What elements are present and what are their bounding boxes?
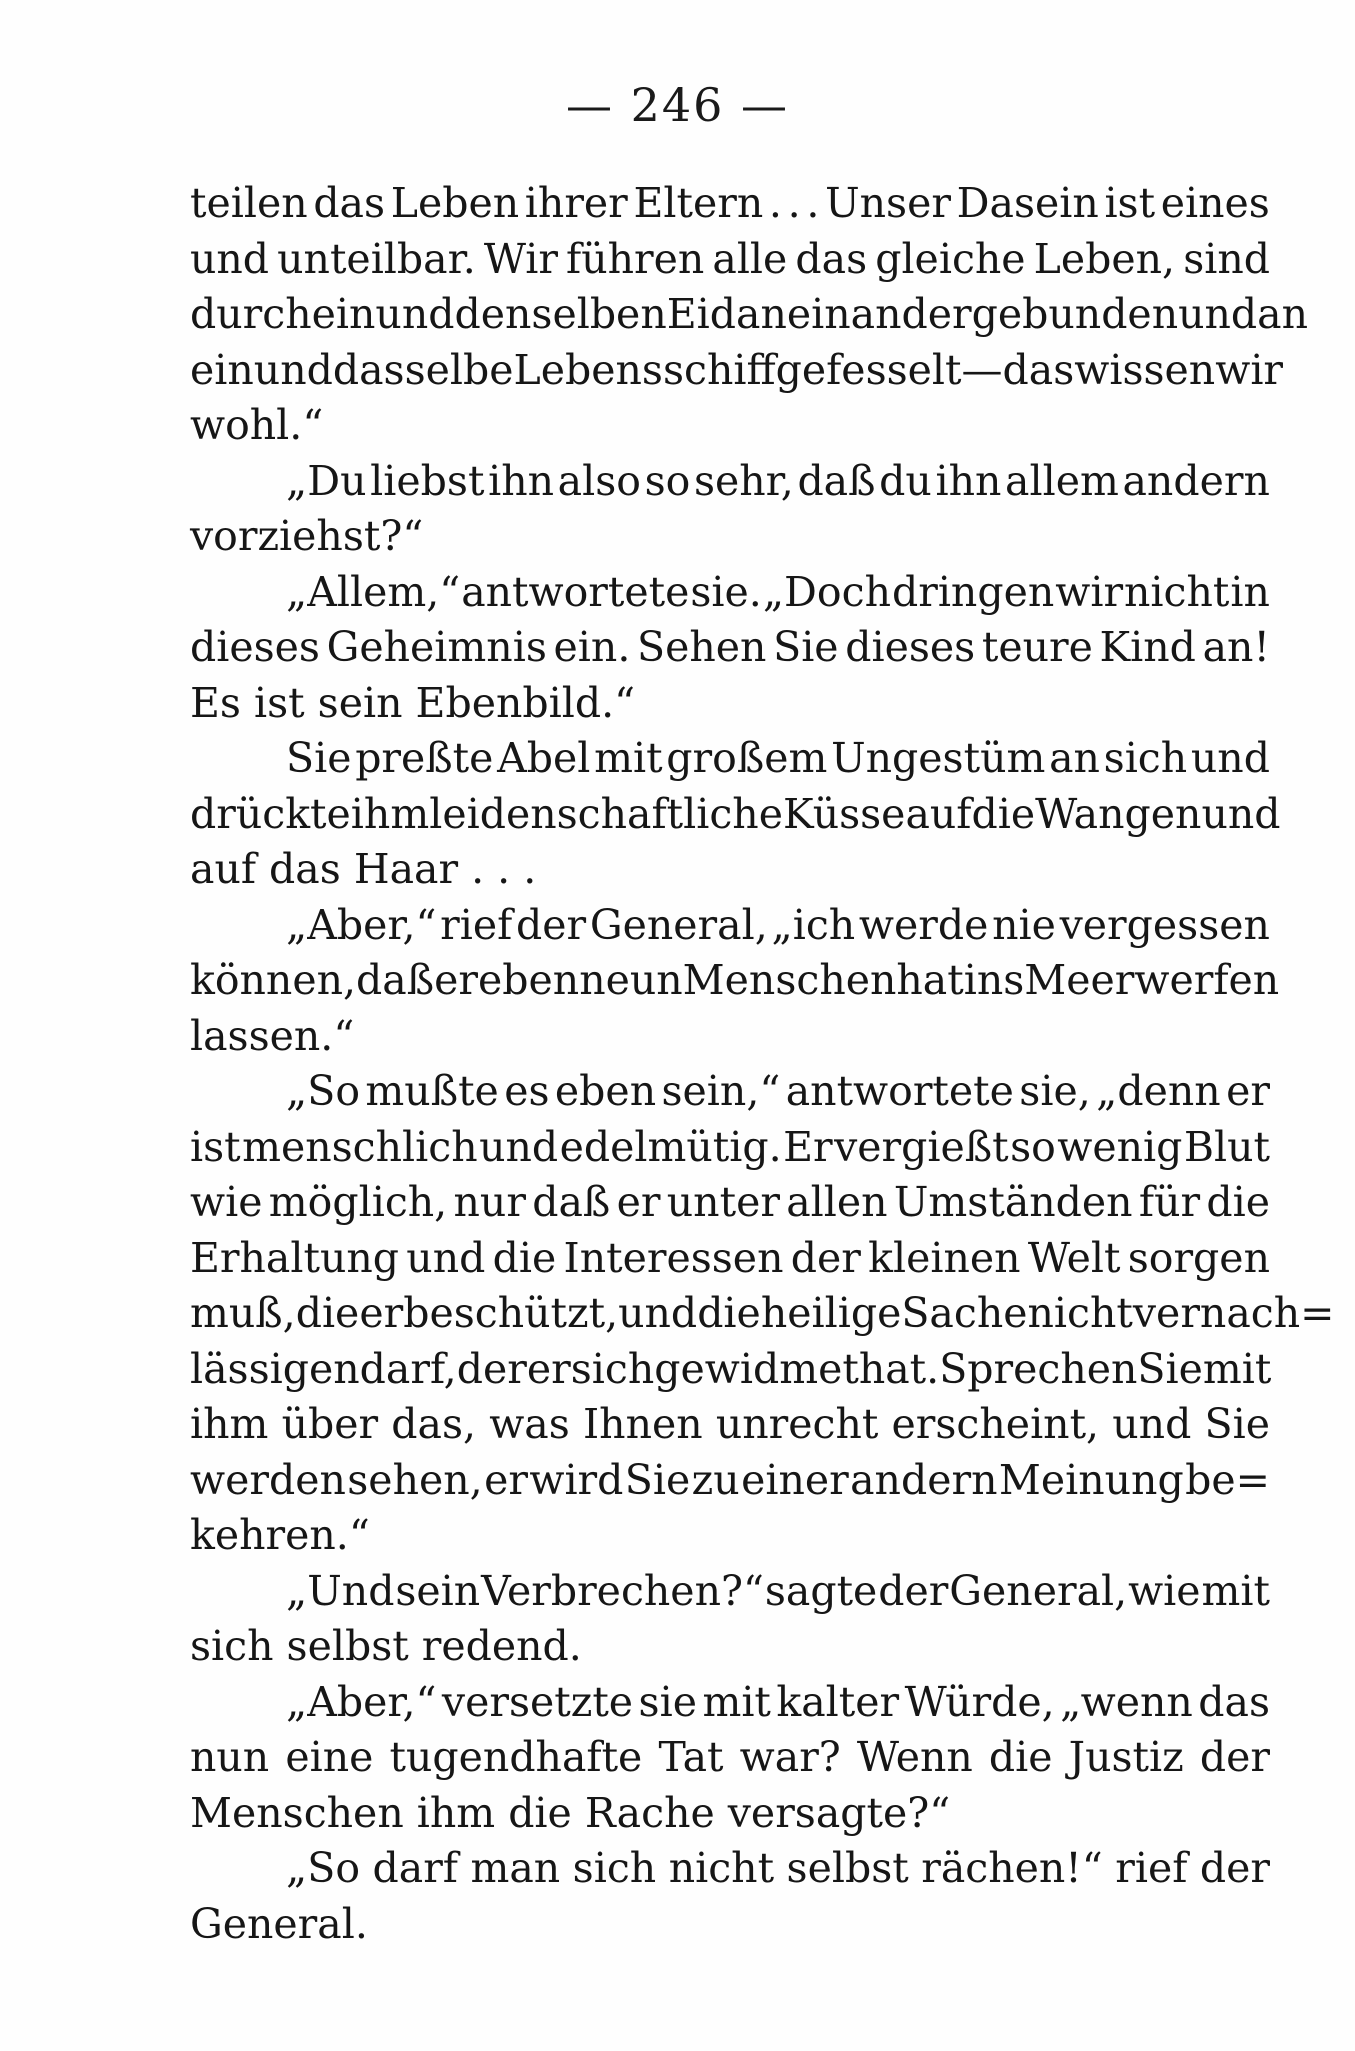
word: kleinen bbox=[868, 1233, 1021, 1282]
word: werfen bbox=[1134, 956, 1280, 1004]
word: Justiz bbox=[1068, 1733, 1184, 1781]
word: liebst bbox=[370, 456, 485, 505]
word: „So bbox=[286, 1844, 361, 1892]
word: Leben, bbox=[1033, 234, 1176, 283]
word: ins bbox=[963, 956, 1025, 1004]
word: er bbox=[616, 1178, 661, 1226]
word: und bbox=[618, 1289, 698, 1337]
word: ein. bbox=[553, 623, 631, 671]
text-line bbox=[190, 787, 1281, 843]
text-line bbox=[190, 176, 1270, 232]
word: preßte bbox=[355, 734, 494, 782]
word: beschützt, bbox=[403, 1289, 619, 1337]
word: rief bbox=[440, 900, 513, 949]
word: „Aber,“ bbox=[286, 1677, 437, 1726]
word: hat. bbox=[858, 1344, 940, 1393]
word: so bbox=[1010, 1122, 1056, 1171]
word: nur bbox=[453, 1178, 526, 1226]
text-line bbox=[190, 1675, 1270, 1731]
word: Tat bbox=[658, 1733, 724, 1781]
word: in bbox=[1230, 567, 1270, 616]
word: ein bbox=[190, 345, 254, 394]
text-line bbox=[190, 1342, 1270, 1398]
word: nun bbox=[190, 1733, 270, 1781]
word: sehr, bbox=[693, 456, 794, 505]
word: Abel bbox=[497, 734, 591, 782]
word: wenig bbox=[1057, 1122, 1183, 1171]
word: und bbox=[1112, 1400, 1192, 1448]
word: „ich bbox=[771, 900, 856, 949]
text-line: auf das Haar . . . bbox=[190, 845, 537, 893]
word: unter bbox=[666, 1178, 780, 1226]
word: Würde, bbox=[904, 1677, 1055, 1726]
word: er bbox=[1226, 1067, 1270, 1115]
word: erscheint, bbox=[891, 1400, 1100, 1448]
word: an! bbox=[1202, 623, 1270, 671]
word: Unser bbox=[825, 179, 951, 227]
word: allen bbox=[786, 1178, 888, 1226]
word: wie bbox=[1128, 1566, 1201, 1615]
word: sehen, bbox=[347, 1455, 483, 1504]
word: Sache bbox=[901, 1289, 1028, 1337]
word: kalter bbox=[776, 1677, 900, 1726]
text-line bbox=[190, 1453, 1270, 1509]
text-line bbox=[190, 898, 1270, 954]
word: er bbox=[359, 1289, 404, 1337]
word: der bbox=[790, 1233, 861, 1282]
word: allem bbox=[1005, 456, 1119, 505]
word: Kind bbox=[1099, 623, 1196, 671]
text-line: Es ist sein Ebenbild.“ bbox=[190, 678, 636, 727]
word: Verbrechen?“ bbox=[481, 1566, 764, 1615]
word: darf bbox=[372, 1844, 458, 1892]
word: ihrer bbox=[524, 179, 628, 227]
word: General, bbox=[949, 1566, 1128, 1615]
word: die bbox=[971, 789, 1036, 838]
text-line: vorziehst?“ bbox=[190, 512, 424, 560]
word: du bbox=[879, 456, 932, 505]
word: Eltern bbox=[633, 179, 764, 227]
word: das bbox=[795, 234, 868, 283]
word: nie bbox=[992, 900, 1056, 949]
word: Küsse bbox=[782, 789, 906, 838]
word: drückte bbox=[190, 789, 351, 838]
word: wir bbox=[1215, 345, 1284, 394]
text-line: Menschen ihm die Rache versagte?“ bbox=[190, 1788, 951, 1837]
word: was bbox=[489, 1400, 570, 1448]
word: Sie bbox=[286, 734, 352, 782]
word: vergessen bbox=[1059, 900, 1270, 949]
word: Dasein bbox=[956, 179, 1099, 227]
word: antwortete bbox=[461, 567, 690, 616]
word: Eid bbox=[666, 290, 737, 338]
word: Welt bbox=[1027, 1233, 1121, 1282]
word: Sie bbox=[1204, 1400, 1270, 1448]
word: der bbox=[516, 900, 587, 949]
word: „wenn bbox=[1060, 1677, 1193, 1726]
word: wissen bbox=[1074, 345, 1216, 394]
word: mit bbox=[594, 734, 663, 782]
text-line: sich selbst redend. bbox=[190, 1622, 582, 1670]
word: dringen bbox=[891, 567, 1055, 616]
word: der bbox=[1199, 1844, 1270, 1892]
word: er bbox=[484, 1455, 528, 1504]
word: ihm bbox=[350, 789, 430, 838]
word: sein,“ bbox=[661, 1067, 781, 1115]
word: sie, bbox=[1019, 1067, 1091, 1115]
word: Leben bbox=[390, 179, 520, 227]
word: eine bbox=[285, 1733, 374, 1781]
word: Sprechen bbox=[939, 1344, 1138, 1393]
word: die bbox=[295, 1289, 360, 1337]
word: „Du bbox=[286, 456, 367, 505]
word: . bbox=[787, 179, 801, 227]
word: dieses bbox=[845, 623, 976, 671]
word: Erhaltung bbox=[190, 1233, 400, 1282]
word: und bbox=[253, 345, 333, 394]
text-line: wohl.“ bbox=[190, 401, 324, 449]
word: General, bbox=[589, 900, 768, 949]
word: Interessen bbox=[563, 1233, 784, 1282]
word: „Allem,“ bbox=[286, 567, 461, 616]
word: nicht bbox=[1124, 567, 1230, 616]
word: Lebensschiff bbox=[513, 345, 776, 394]
word: sie. bbox=[690, 567, 762, 616]
word: sagte bbox=[764, 1566, 878, 1615]
word: es bbox=[504, 1067, 550, 1115]
word: neun bbox=[579, 956, 683, 1004]
word: rächen!“ bbox=[921, 1844, 1103, 1892]
page-text-body bbox=[190, 176, 1335, 1952]
text-line bbox=[190, 1175, 1270, 1231]
word: für bbox=[1138, 1178, 1201, 1226]
word: dieses bbox=[190, 623, 320, 671]
text-line bbox=[190, 287, 1309, 343]
word: lässigen bbox=[190, 1344, 360, 1393]
word: großem bbox=[666, 734, 828, 782]
word: ihn bbox=[935, 456, 1002, 505]
text-line bbox=[190, 620, 1270, 676]
word: und bbox=[190, 234, 270, 283]
word: Umständen bbox=[893, 1178, 1133, 1226]
word: edelmütig. bbox=[559, 1122, 782, 1171]
word: Sie bbox=[1137, 1344, 1203, 1393]
word: das, bbox=[391, 1400, 477, 1448]
word: die bbox=[492, 1233, 557, 1282]
word: Geheimnis bbox=[326, 623, 547, 671]
word: dasselbe bbox=[332, 345, 514, 394]
word: und bbox=[1178, 290, 1258, 338]
word: ist bbox=[190, 1122, 241, 1171]
word: die bbox=[988, 1733, 1053, 1781]
word: und bbox=[479, 1122, 559, 1171]
word: Er bbox=[783, 1122, 833, 1171]
word: „Und bbox=[286, 1566, 395, 1615]
word: eben bbox=[478, 956, 580, 1004]
word: Sehen bbox=[637, 623, 767, 671]
word: sein bbox=[395, 1566, 481, 1615]
word: nicht bbox=[668, 1844, 775, 1892]
word: das bbox=[1002, 345, 1075, 394]
word: gewidmet bbox=[654, 1344, 859, 1393]
word: hat bbox=[896, 956, 964, 1004]
text-line bbox=[190, 232, 1270, 288]
word: vergießt bbox=[834, 1122, 1009, 1171]
word: Wangen bbox=[1035, 789, 1202, 838]
text-line bbox=[190, 454, 1270, 510]
word: selbst bbox=[786, 1844, 909, 1892]
word: muß, bbox=[190, 1289, 296, 1337]
word: mit bbox=[1202, 1344, 1272, 1393]
word: gefesselt bbox=[775, 345, 962, 394]
word: Ihnen bbox=[582, 1400, 703, 1448]
word: versetzte bbox=[441, 1677, 634, 1726]
word: der bbox=[1199, 1733, 1270, 1781]
word: die bbox=[1206, 1178, 1270, 1226]
word: sie bbox=[638, 1677, 697, 1726]
text-line bbox=[190, 1120, 1270, 1176]
word: so bbox=[644, 456, 691, 505]
word: „Aber,“ bbox=[286, 900, 437, 949]
word: „Doch bbox=[762, 567, 891, 616]
word: leidenschaftliche bbox=[429, 789, 783, 838]
word: ihm bbox=[190, 1400, 269, 1448]
word: alle bbox=[712, 234, 788, 283]
word: „denn bbox=[1096, 1067, 1221, 1115]
text-line bbox=[190, 1841, 1270, 1897]
word: Wenn bbox=[856, 1733, 973, 1781]
word: menschlich bbox=[242, 1122, 478, 1171]
word: Ungestüm bbox=[831, 734, 1046, 782]
word: Sie bbox=[624, 1455, 691, 1504]
word: war? bbox=[739, 1733, 841, 1781]
word: an bbox=[1049, 734, 1100, 782]
word: gleiche bbox=[875, 234, 1026, 283]
text-line bbox=[190, 1397, 1270, 1453]
word: teure bbox=[981, 623, 1093, 671]
word: mußte bbox=[365, 1067, 499, 1115]
word: möglich, bbox=[268, 1178, 448, 1226]
word: das bbox=[1198, 1677, 1270, 1726]
word: gebunden bbox=[971, 290, 1179, 338]
word: . bbox=[768, 179, 782, 227]
word: unrecht bbox=[715, 1400, 879, 1448]
word: Meinung bbox=[998, 1455, 1184, 1504]
word: man bbox=[470, 1844, 561, 1892]
word: werden bbox=[190, 1455, 346, 1504]
text-line bbox=[190, 731, 1270, 787]
text-line bbox=[190, 1064, 1270, 1120]
word: teilen bbox=[190, 179, 308, 227]
word: andern bbox=[1122, 456, 1270, 505]
word: antwortete bbox=[785, 1067, 1014, 1115]
text-line bbox=[190, 1286, 1335, 1342]
word: nicht bbox=[1027, 1289, 1133, 1337]
word: be= bbox=[1185, 1455, 1270, 1504]
word: einer bbox=[741, 1455, 849, 1504]
word: eben bbox=[554, 1067, 657, 1115]
word: führen bbox=[566, 234, 705, 283]
word: sorgen bbox=[1127, 1233, 1270, 1282]
word: mit bbox=[1201, 1566, 1270, 1615]
word: und bbox=[406, 1233, 486, 1282]
word: Sie bbox=[773, 623, 839, 671]
word: andern bbox=[850, 1455, 998, 1504]
word: und bbox=[1201, 789, 1281, 838]
text-line: General. bbox=[190, 1899, 368, 1948]
page-number: — 246 — bbox=[565, 78, 790, 132]
word: vernach= bbox=[1132, 1289, 1335, 1337]
text-line bbox=[190, 343, 1284, 399]
word: können, bbox=[190, 956, 357, 1004]
word: heilige bbox=[760, 1289, 902, 1337]
word: auf bbox=[905, 789, 972, 838]
word: ist bbox=[1104, 179, 1156, 227]
word: sind bbox=[1183, 234, 1270, 283]
word: . bbox=[806, 179, 820, 227]
text-line bbox=[190, 1231, 1270, 1287]
word: daß bbox=[532, 1178, 611, 1226]
word: aneinander bbox=[736, 290, 972, 338]
word: Blut bbox=[1183, 1122, 1270, 1171]
word: Wir bbox=[483, 234, 558, 283]
word: ein bbox=[311, 290, 376, 338]
word: mit bbox=[702, 1677, 771, 1726]
word: Menschen bbox=[682, 956, 897, 1004]
word: — bbox=[961, 345, 1003, 394]
word: sich bbox=[570, 1344, 655, 1393]
text-line bbox=[190, 953, 1280, 1009]
word: daß bbox=[356, 956, 435, 1004]
word: „So bbox=[286, 1067, 361, 1115]
word: das bbox=[313, 179, 386, 227]
word: der bbox=[878, 1566, 949, 1615]
word: wir bbox=[1055, 567, 1124, 616]
word: die bbox=[697, 1289, 761, 1337]
word: und bbox=[1190, 734, 1270, 782]
word: tugendhafte bbox=[389, 1733, 643, 1781]
text-line: lassen.“ bbox=[190, 1011, 355, 1060]
word: eines bbox=[1160, 179, 1270, 227]
word: wird bbox=[529, 1455, 624, 1504]
word: sich bbox=[1103, 734, 1188, 782]
text-line: kehren.“ bbox=[190, 1511, 370, 1559]
word: sich bbox=[572, 1844, 657, 1892]
word: durch bbox=[190, 290, 312, 338]
word: der bbox=[456, 1344, 527, 1393]
word: Meer bbox=[1024, 956, 1135, 1004]
word: und bbox=[375, 290, 455, 338]
word: wie bbox=[190, 1178, 263, 1226]
word: denselben bbox=[454, 290, 667, 338]
word: über bbox=[281, 1400, 379, 1448]
text-line bbox=[190, 1730, 1270, 1786]
word: unteilbar. bbox=[277, 234, 476, 283]
word: an bbox=[1257, 290, 1309, 338]
text-line bbox=[190, 565, 1270, 621]
word: zu bbox=[691, 1455, 740, 1504]
text-line bbox=[190, 1564, 1270, 1620]
word: also bbox=[557, 456, 641, 505]
word: daß bbox=[797, 456, 876, 505]
word: darf, bbox=[359, 1344, 457, 1393]
word: werde bbox=[858, 900, 989, 949]
word: er bbox=[526, 1344, 571, 1393]
word: rief bbox=[1115, 1844, 1188, 1892]
word: er bbox=[434, 956, 478, 1004]
word: ihn bbox=[488, 456, 555, 505]
